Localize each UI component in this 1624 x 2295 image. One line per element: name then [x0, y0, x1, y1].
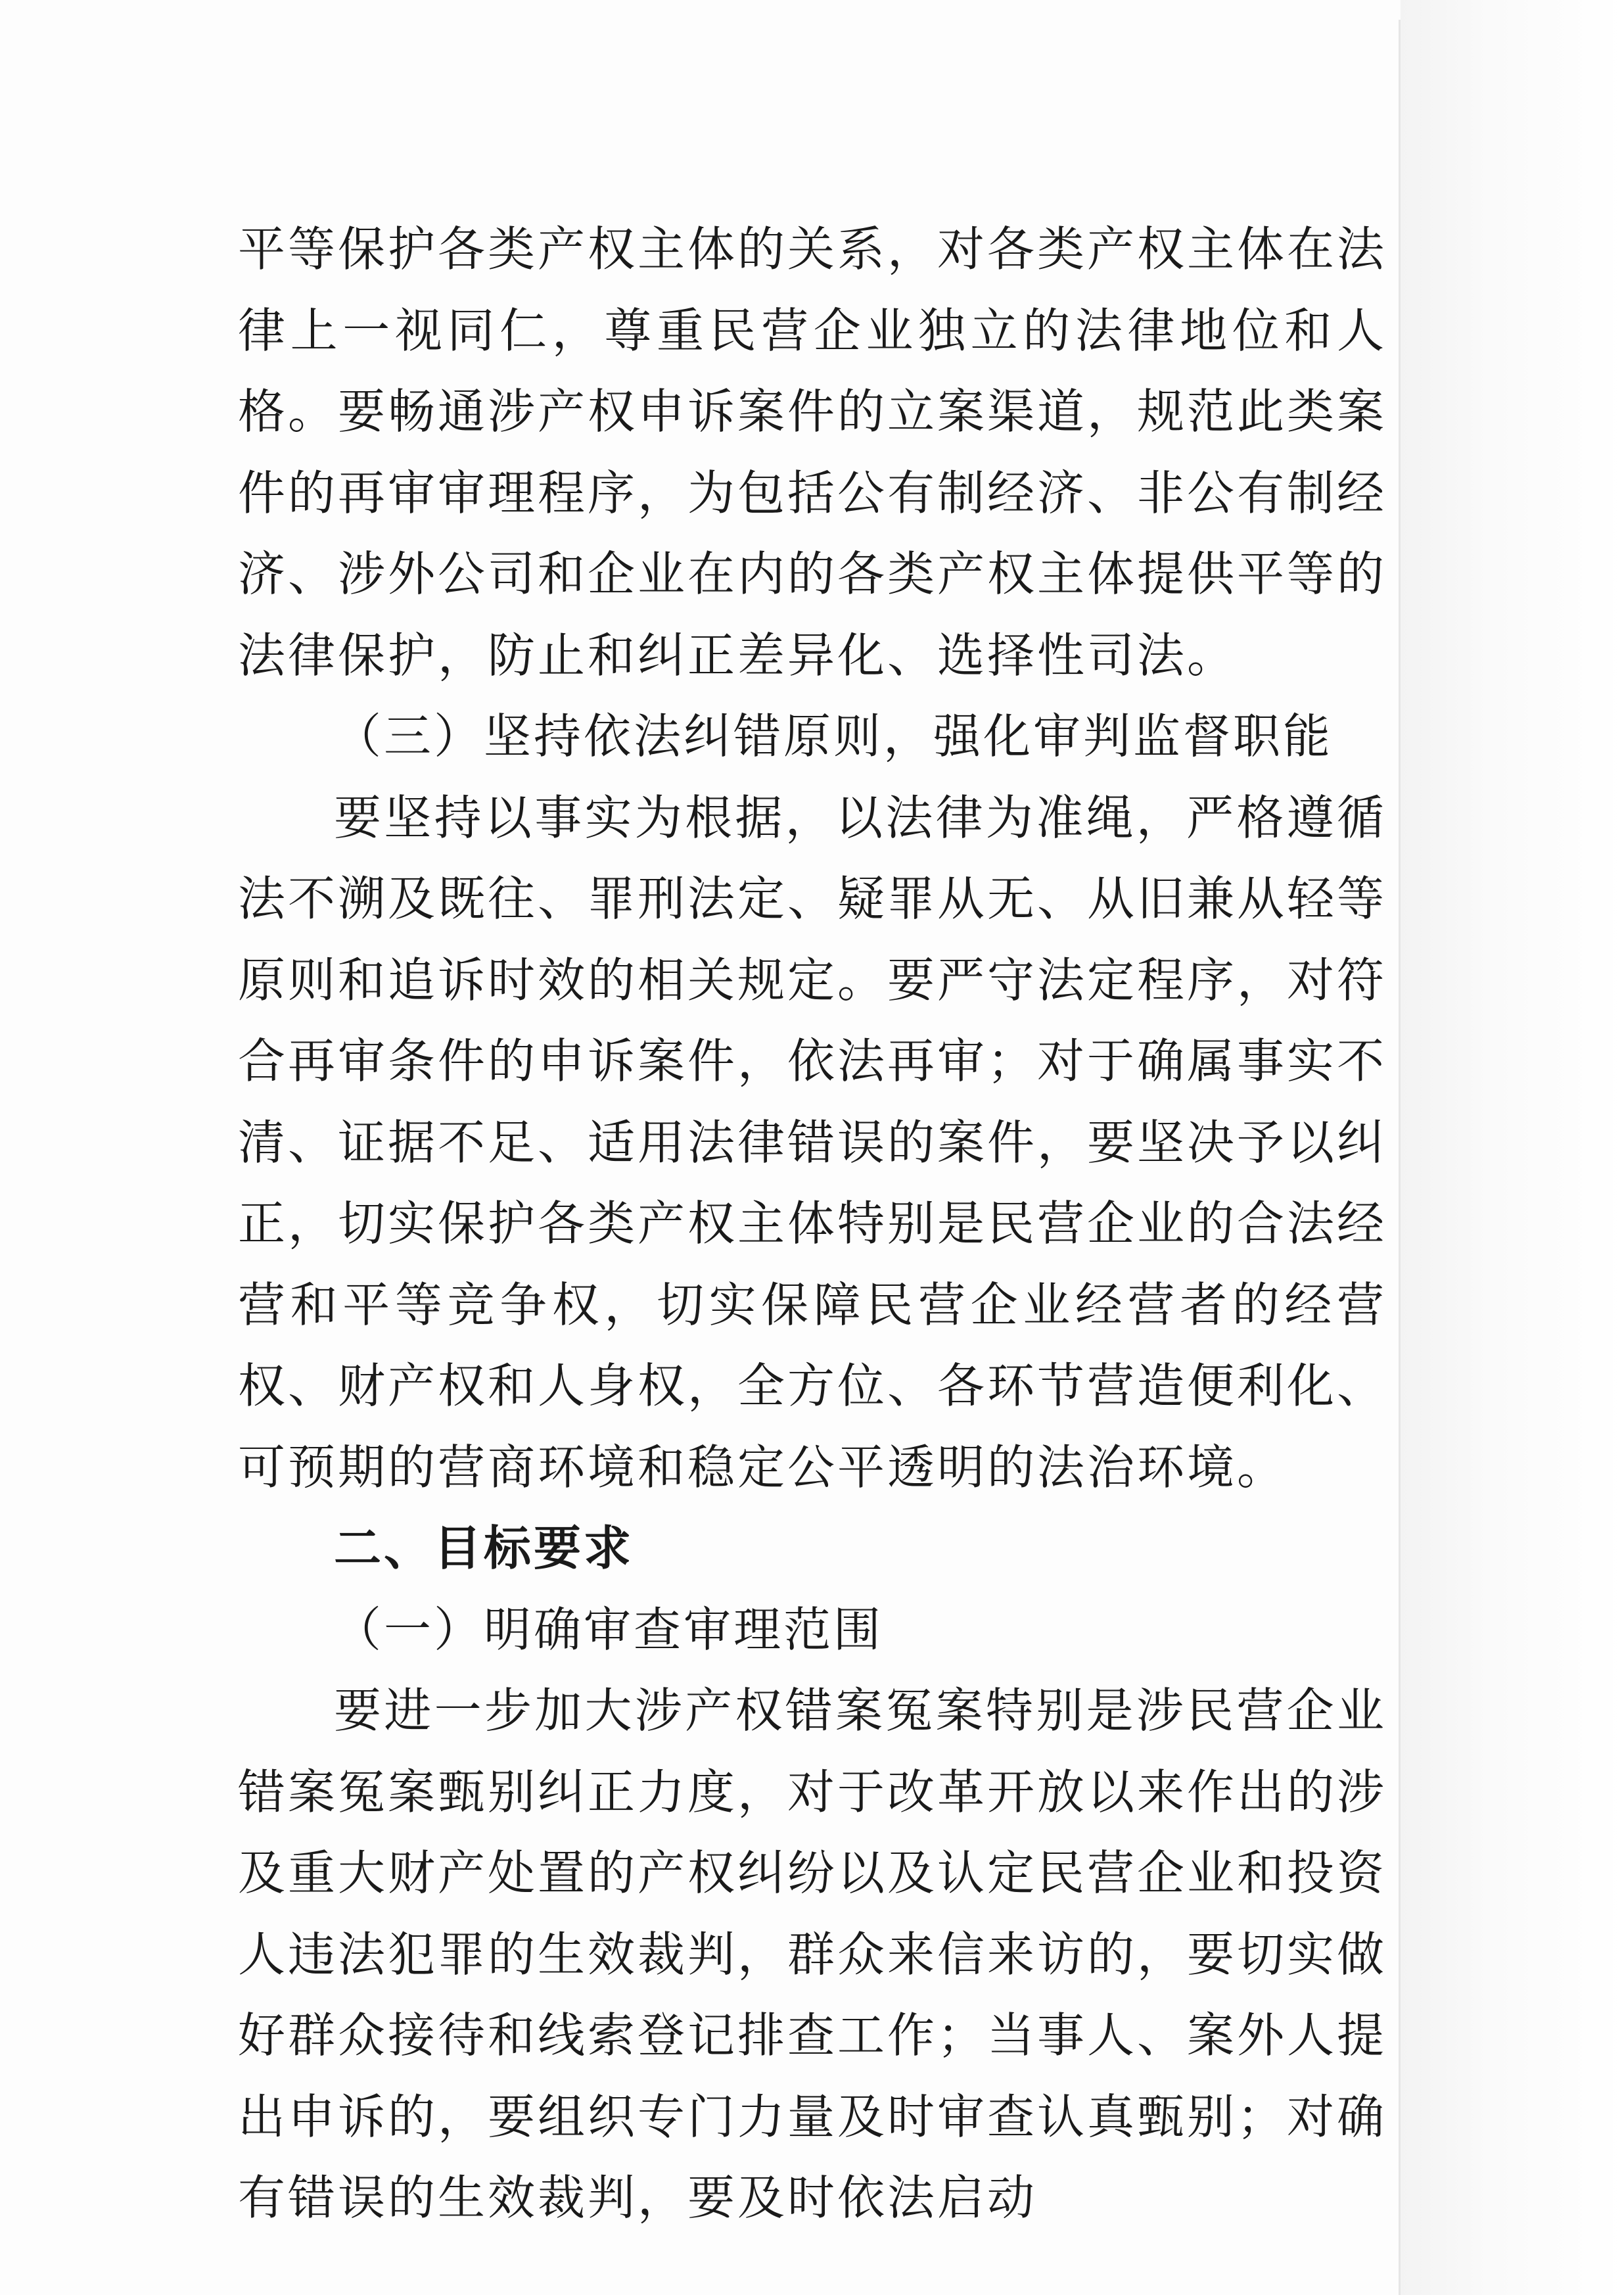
document-body: [238, 209, 1387, 2239]
section-heading-goals: 二、目标要求: [334, 1521, 634, 1576]
page-edge-line: [1399, 20, 1401, 2295]
paragraph-principle-3: 要坚持以事实为根据，以法律为准绳，严格遵循法不溯及既往、罪刑法定、疑罪从无、从旧兼从轻等原则和追诉时效的相关规定。要严守法定程序，对符合再审条件的申诉案件，依法再审；对于确属事实不清、证据不足、适用法律错误的案件，要坚决予以纠正，切实保护各类产权主体特别是民营企业的合法经营和平等竞争权，切实保障民营企业经营者的经营权、财产权和人身权，全方位、各环节营造便利化、可预期的营商环境和稳定公平透明的法治环境。: [238, 790, 1387, 1495]
paragraph-continuation: 平等保护各类产权主体的关系，对各类产权主体在法律上一视同仁，尊重民营企业独立的法律地位和人格。要畅通涉产权申诉案件的立案渠道，规范此类案件的再审审理程序，为包括公有制经济、非公有制经济、涉外公司和企业在内的各类产权主体提供平等的法律保护，防止和纠正差异化、选择性司法。: [238, 222, 1387, 683]
paragraph-goal-1: 要进一步加大涉产权错案冤案特别是涉民营企业错案冤案甄别纠正力度，对于改革开放以来作出的涉及重大财产处置的产权纠纷以及认定民营企业和投资人违法犯罪的生效裁判，群众来信来访的，要切实做好群众接待和线索登记排查工作；当事人、案外人提出申诉的，要组织专门力量及时审查认真甄别；对确有错误的生效裁判，要及时依法启动: [238, 1683, 1387, 2225]
subheading-principle-3: （三）坚持依法纠错原则，强化审判监督职能: [334, 709, 1334, 764]
page-edge-shadow: [1401, 0, 1624, 2295]
subheading-goal-1: （一）明确审查审理范围: [334, 1601, 884, 1657]
